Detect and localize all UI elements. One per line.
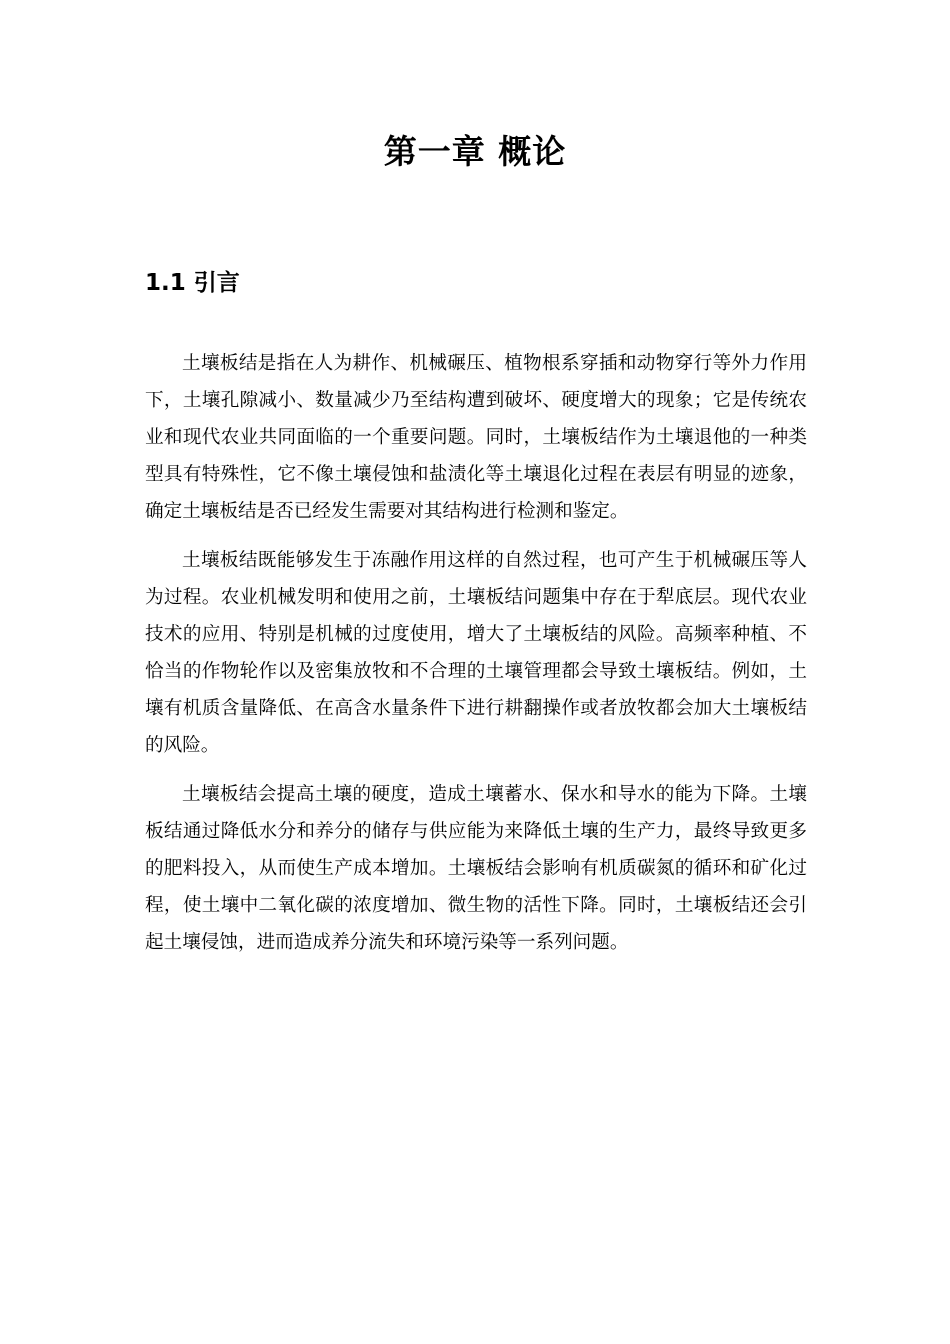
paragraph-1: 土壤板结是指在人为耕作、机械碾压、植物根系穿插和动物穿行等外力作用下，土壤孔隙减小、数量减少乃至结构遭到破坏、硬度增大的现象；它是传统农业和现代农业共同面临的一个重要问题。同时，土壤板结作为土壤退他的一种类型具有特殊性，它不像土壤侵蚀和盐渍化等土壤退化过程在表层有明显的迹象，确定土壤板结是否已经发生需要对其结构进行检测和鉴定。 [145, 353, 807, 522]
chapter-title: 第一章 概论 [383, 132, 567, 171]
paragraph-3: 土壤板结会提高土壤的硬度，造成土壤蓄水、保水和导水的能为下降。土壤板结通过降低水分和养分的储存与供应能为来降低土壤的生产力，最终导致更多的肥料投入，从而使生产成本增加。土壤板结会影响有机质碳氮的循环和矿化过程，使土壤中二氧化碳的浓度增加、微生物的活性下降。同时，土壤板结还会引起土壤侵蚀，进而造成养分流失和环境污染等一系列问题。 [145, 784, 807, 953]
section-heading: 1.1 引言 [145, 270, 240, 296]
body-text [145, 345, 807, 973]
paragraph-2: 土壤板结既能够发生于冻融作用这样的自然过程，也可产生于机械碾压等人为过程。农业机械发明和使用之前，土壤板结问题集中存在于犁底层。现代农业技术的应用、特别是机械的过度使用，增大了土壤板结的风险。高频率种植、不恰当的作物轮作以及密集放牧和不合理的土壤管理都会导致土壤板结。例如，土壤有机质含量降低、在高含水量条件下进行耕翻操作或者放牧都会加大土壤板结的风险。 [145, 550, 807, 756]
